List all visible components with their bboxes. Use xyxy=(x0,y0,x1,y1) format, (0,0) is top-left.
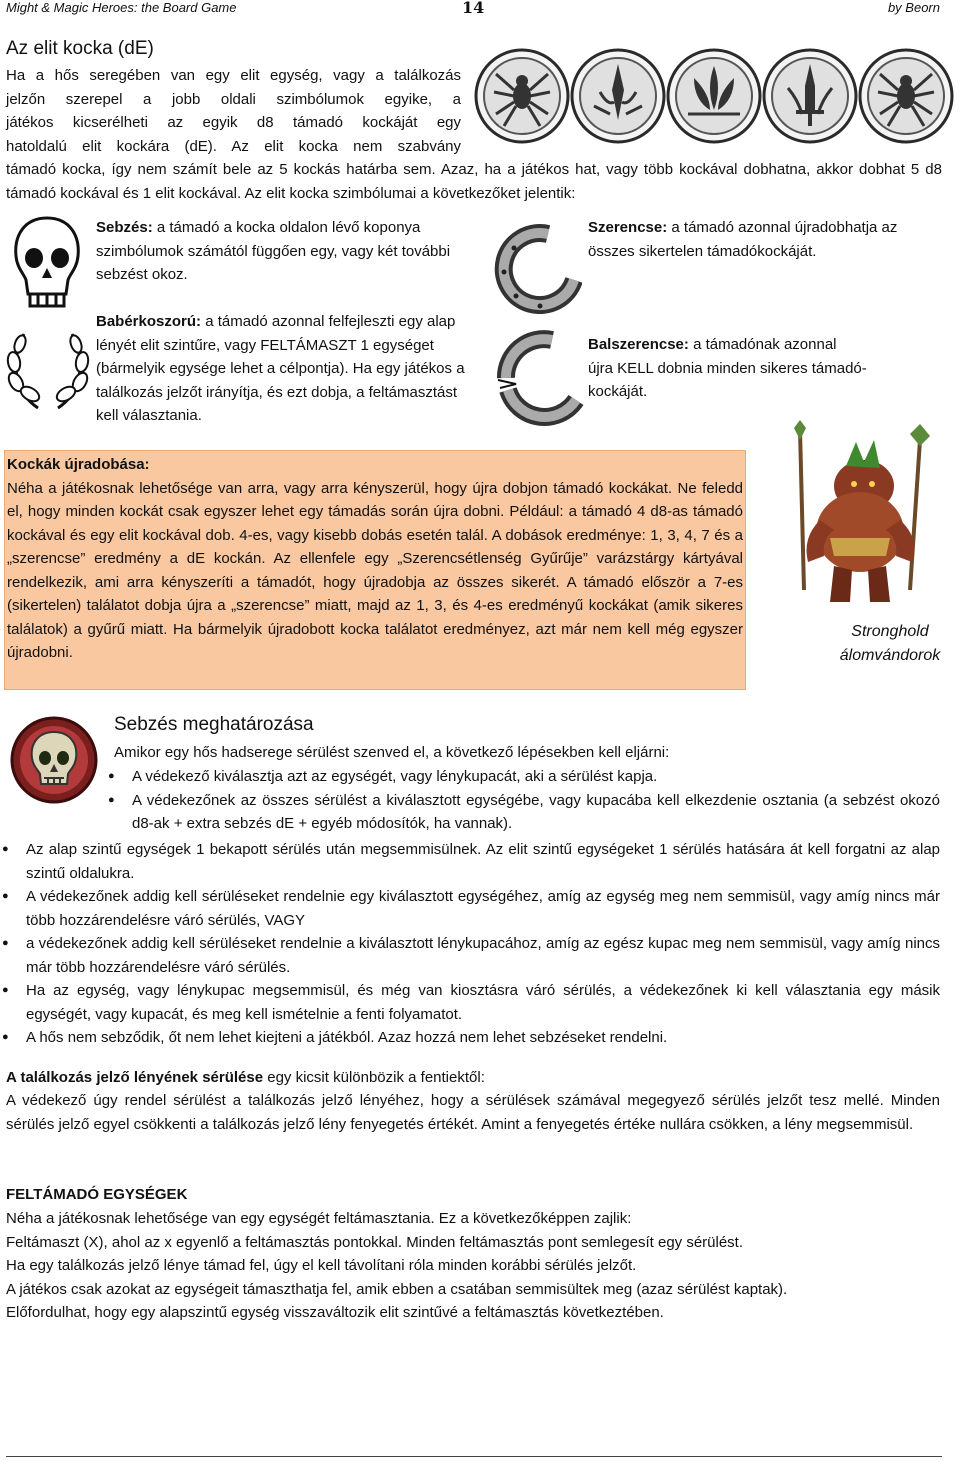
damage-label: Sebzés: xyxy=(96,219,153,236)
damage-section-intro: Amikor egy hős hadserege sérülést szenved el, a következő lépésekben kell eljárni: xyxy=(114,744,670,761)
misfortune-symbol-text: Balszerencse: a támadónak azonnal újra KELL dobnia minden sikeres támadó- kockáját. xyxy=(588,336,867,400)
luck-symbol-text: Szerencse: a támadó azonnal újradobhatja az összes sikertelen támadókockáját. xyxy=(588,219,898,260)
elite-intro: Ha a hős seregében van egy elit egység, vagy a találkozás jelzőn szerepel a jobb oldali szimbólumok egyike, a játékos kicserélheti az egyik d8 támadó kockáját egy hatoldalú elit kockára (dE). Az elit kocka nem szabvány xyxy=(6,67,461,155)
spider-emblem-icon xyxy=(476,50,568,142)
elite-symbol-emblems xyxy=(474,42,958,150)
encounter-damage-text: A védekező úgy rendel sérülést a találkozás jelző lényéhez, hogy a sérülések számával megegyező sérülés jelzőt tesz mellé. Minden sérülés jelző egyel csökkenti a találkozás jelző lény fenyegetés értékét. Amint a fenyegetés értéke nullára csökken, a lény megsemmisül. xyxy=(6,1092,940,1133)
horseshoe-icon xyxy=(490,218,582,319)
lotus-emblem-icon xyxy=(668,50,760,142)
damage-section-title: Sebzés meghatározása xyxy=(114,714,314,735)
red-skull-icon xyxy=(10,716,98,809)
list-item: ● A védekező kiválasztja azt az egységét, vagy lénykupacát, aki a sérülést kapja. xyxy=(106,765,940,789)
stronghold-creature-illustration xyxy=(760,420,950,615)
reroll-text: Néha a játékosnak lehetősége van arra, vagy arra kényszerül, hogy újra dobjon támadó kockákat. Ne feledd el, hogy minden kockát csak egyszer lehet egy támadás során újra dobni. Például: a támadó 4 d8-as támadó kockával és egy elit kockával dob. 4-es, vagy kisebb dobás esetén talál. A dobások eredménye: 1, 3, 4, 7 és a „szerencse” eredmény a dE kockán. Az ellenfele egy „Szerencsétlenség Gyűrűje” varázstárgy kártyával rendelkezik, ami arra kényszeríti a támadót, hogy újradobja az összes sikerét. A támadó először a 7-es (sikertelen) találatot dobja újra a „szerencse” miatt, majd az 1, 3, és 4-es eredményű kockákat (amik sikeres találatok) a gyűrű miatt. Ha bármelyik újradobott kocka találatot eredményez, azt már nem kell még egyszer újradobni. xyxy=(7,479,743,661)
list-item: ● A védekezőnek az összes sérülést a kiválasztott egységébe, vagy kupacába kell elkezdenie osztania (a sebzést okozó d8-ak + extra sebzés dE + egyéb módosítók, ha vannak). xyxy=(106,789,940,836)
author: by Beorn xyxy=(887,0,940,15)
sword-emblem-icon xyxy=(764,50,856,142)
resurrect-title: FELTÁMADÓ EGYSÉGEK xyxy=(6,1186,188,1203)
skull-icon xyxy=(8,214,86,315)
elite-die-title: Az elit kocka (dE) xyxy=(6,38,154,59)
damage-symbol-text: Sebzés: a támadó a kocka oldalon lévő koponya szimbólumok számától függően egy, vagy két további sebzést okoz. xyxy=(96,219,451,283)
list-item: ● Ha az egység, vagy lénykupac megsemmisül, és még van kiosztásra váró sérülés, a védekezőnek ki kell választania egy másik egységét, vagy kupacát, és meg kell ismételnie a fenti folyamatot. xyxy=(0,979,940,1026)
laurel-symbol-text: Babérkoszorú: a támadó azonnal felfejleszti egy alap lényét elit szintűre, vagy FELTÁMASZT 1 egységet (bármelyik egysége lehet a célpontja). Ha egy játékos a találkozás jelzőt irányítja, és ezt dobja, a feltámasztást kell választania. xyxy=(96,313,465,424)
list-item: ● Az alap szintű egységek 1 bekapott sérülés után megsemmisülnek. Az elit szintű egységeket 1 sérülés hatására át kell forgatni az alap szintű oldalukra. xyxy=(0,838,940,885)
misfortune-label: Balszerencse: xyxy=(588,336,689,353)
laurel-wreath-icon xyxy=(6,322,90,419)
damage-rules-list xyxy=(0,838,940,1050)
elite-intro-continued: támadó kocka, így nem számít bele az 5 kockás határba sem. Azaz, ha a játékos hat, vagy több kockával dobhatna, akkor dobhat 5 d8 támadó kockával és 1 elit kockával. Az elit kocka szimbólumai a következőket jelentik: xyxy=(6,161,942,202)
laurel-label: Babérkoszorú: xyxy=(96,313,202,330)
resurrect-text: Néha a játékosnak lehetősége van egy egységét feltámasztania. Ez a következőképpen zajlik: Feltámaszt (X), ahol az x egyenlő a feltámasztás pontokkal. Minden feltámasztás pont semlegesít egy sérülést. Ha egy találkozás jelző lénye támad fel, úgy el kell távolítani róla minden korábbi sérülés jelzőt. A játékos csak azokat az egységeit támaszthatja fel, amik ebben a csatában semmisültek meg (azaz sérülést kaptak). Előfordulhat, hogy egy alapszintű egység visszaváltozik elit szintűvé a feltámasztás következtében. xyxy=(6,1210,788,1321)
reroll-box xyxy=(4,450,746,690)
list-item: ● A védekezőnek addig kell sérüléseket rendelnie egy kiválasztott egységéhez, amíg az egység meg nem semmisül, vagy amíg nincs már több hozzárendelésre váró sérülés, VAGY xyxy=(0,885,940,932)
game-title: Might & Magic Heroes: the Board Game xyxy=(6,0,237,15)
footer-divider xyxy=(6,1456,942,1457)
encounter-damage-heading: A találkozás jelző lényének sérülése egy kicsit különbözik a fentiektől: xyxy=(6,1069,485,1086)
list-item: ● a védekezőnek addig kell sérüléseket rendelnie a kiválasztott lénykupacához, amíg az egész kupac meg nem semmisül, vagy amíg nincs már több hozzárendelésre váró sérülés. xyxy=(0,932,940,979)
illustration-caption: Stronghold álomvándorok xyxy=(839,623,941,664)
luck-label: Szerencse: xyxy=(588,219,668,236)
broken-horseshoe-icon xyxy=(492,320,584,433)
spider-emblem-icon xyxy=(860,50,952,142)
dagger-emblem-icon xyxy=(572,50,664,142)
list-item: ● A hős nem sebződik, őt nem lehet kiejteni a játékból. Azaz hozzá nem lehet sebzéseket rendelni. xyxy=(0,1026,940,1050)
encounter-damage-title: A találkozás jelző lényének sérülése xyxy=(6,1069,264,1086)
damage-steps-list xyxy=(106,765,940,836)
page-header xyxy=(0,0,960,16)
page-number: 14 xyxy=(462,0,485,17)
reroll-title: Kockák újradobása: xyxy=(7,456,150,473)
